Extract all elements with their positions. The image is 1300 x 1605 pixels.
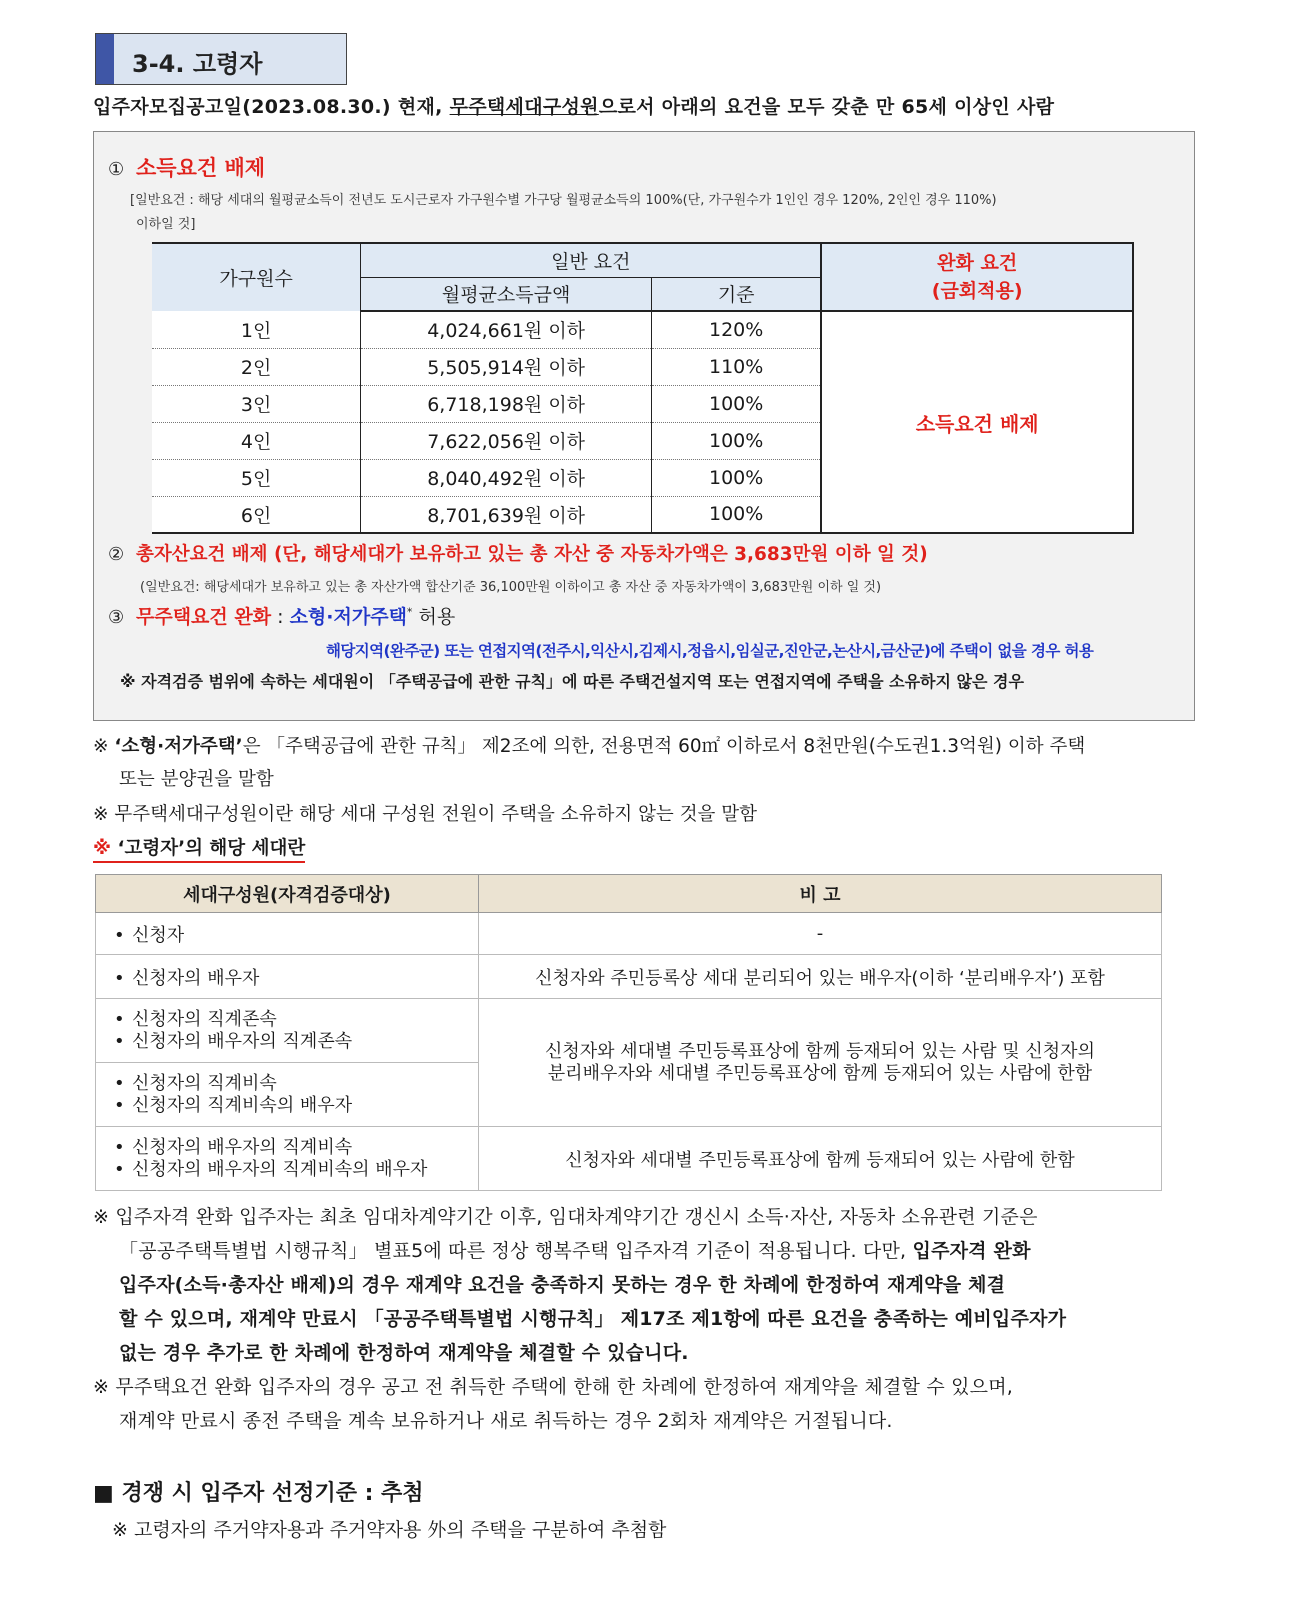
income-cell-amount xyxy=(361,496,652,533)
criterion-1-title: 소득요건 배제 xyxy=(136,156,266,180)
income-cell-standard: 100% xyxy=(652,459,822,496)
note-small-house-def-line2: 또는 분양권을 말함 xyxy=(119,769,274,790)
remark-cell xyxy=(478,999,1161,1127)
remark-cell: 신청자와 주민등록상 세대 분리되어 있는 배우자(이하 ‘분리배우자’) 포함 xyxy=(478,955,1161,999)
income-cell-amount xyxy=(361,385,652,422)
income-cell-amount xyxy=(361,459,652,496)
renewal-p1-line3: 입주자(소득·총자산 배제)의 경우 재계약 요건을 충족하지 못하는 경우 한 차례에 한정하여 재계약을 체결 xyxy=(119,1274,1006,1296)
member-text: 신청자의 배우자의 직계존속 xyxy=(132,1030,353,1052)
criterion-1-note-line2: 이하일 것] xyxy=(136,217,196,232)
remark-col-header: 비 고 xyxy=(478,875,1161,913)
criterion-3 xyxy=(108,602,455,629)
income-col-general: 일반 요건 xyxy=(361,243,822,277)
criterion-2-marker: ② xyxy=(108,544,125,565)
member-cell xyxy=(96,1063,479,1127)
income-amount-value: 7,622,056원 xyxy=(427,431,543,453)
member-col-header: 세대구성원(자격검증대상) xyxy=(96,875,479,913)
income-amount-value: 5,505,914원 xyxy=(427,357,543,379)
note-term: ‘소형·저가주택’ xyxy=(114,736,243,757)
income-cell-household: 4인 xyxy=(152,422,361,459)
income-cell-standard: 120% xyxy=(652,311,822,348)
income-col-relaxed-line1: 완화 요건 xyxy=(937,252,1018,274)
selection-note: ※ 고령자의 주거약자용과 주거약자용 外의 주택을 구분하여 추첨함 xyxy=(112,1519,667,1541)
income-amount-value: 8,701,639원 xyxy=(427,504,543,527)
income-amount-suffix: 이하 xyxy=(542,468,586,490)
criterion-2 xyxy=(108,540,928,566)
renewal-p2-line2: 재계약 만료시 종전 주택을 계속 보유하거나 새로 취득하는 경우 2회차 재계약은 거절됩니다. xyxy=(119,1410,893,1432)
criterion-3-asterisk: * xyxy=(406,605,413,619)
renewal-p1-line1: ※ 입주자격 완화 입주자는 최초 임대차계약기간 이후, 임대차계약기간 갱신시 소득·자산, 자동차 소유관련 기준은 xyxy=(93,1206,1038,1228)
renewal-p1-line2-plain: 「공공주택특별법 시행규칙」 별표5에 따른 정상 행복주택 입주자격 기준이 적용됩니다. 다만, xyxy=(119,1240,913,1262)
criterion-2-note: (일반요건: 해당세대가 보유하고 있는 총 자산가액 합산기준 36,100만원 이하이고 총 자산 중 자동차가액이 3,683만원 이하 일 것) xyxy=(140,580,882,595)
member-text: 신청자의 직계존속 xyxy=(132,1008,277,1030)
bullet: • xyxy=(114,1094,125,1116)
note-homeless-member-def: ※ 무주택세대구성원이란 해당 세대 구성원 전원이 주택을 소유하지 않는 것을 말함 xyxy=(93,804,758,825)
note-elderly-household-heading xyxy=(93,834,305,863)
member-text: 신청자의 배우자의 직계비속의 배우자 xyxy=(132,1158,428,1180)
income-col-amount: 월평균소득금액 xyxy=(361,277,652,311)
income-cell-amount xyxy=(361,422,652,459)
income-cell-household: 2인 xyxy=(152,348,361,385)
income-amount-value: 8,040,492원 xyxy=(427,468,543,490)
bullet: • xyxy=(114,1072,125,1094)
criterion-1-note-line1: [일반요건 : 해당 세대의 월평균소득이 전년도 도시근로자 가구원수별 가구당 월평균소득의 100%(단, 가구원수가 1인인 경우 120%, 2인인 경우 110%) xyxy=(130,193,997,208)
criterion-3-colon: : xyxy=(271,606,290,628)
bullet: • xyxy=(114,1008,125,1030)
renewal-paragraph-2 xyxy=(93,1370,1183,1438)
household-member-table xyxy=(95,874,1162,1191)
bullet: • xyxy=(114,967,125,989)
income-relaxed-value: 소득요건 배제 xyxy=(821,311,1133,533)
income-cell-standard: 100% xyxy=(652,385,822,422)
renewal-p1-line5: 없는 경우 추가로 한 차례에 한정하여 재계약을 체결할 수 있습니다. xyxy=(119,1342,689,1364)
criterion-1-marker: ① xyxy=(108,159,125,180)
remark-cell: - xyxy=(478,913,1161,955)
selection-heading: ■ 경쟁 시 입주자 선정기준 : 추첨 xyxy=(93,1481,424,1506)
income-cell-household: 6인 xyxy=(152,496,361,533)
income-amount-suffix: 이하 xyxy=(542,320,586,343)
note-mark: ※ xyxy=(93,736,115,757)
renewal-p1-line2-bold: 입주자격 완화 xyxy=(912,1240,1031,1262)
member-cell xyxy=(96,913,479,955)
income-cell-household: 5인 xyxy=(152,459,361,496)
criterion-3-allow: 허용 xyxy=(412,606,456,628)
member-row-5 xyxy=(96,1127,1162,1191)
income-col-relaxed xyxy=(821,243,1133,311)
income-amount-suffix: 이하 xyxy=(542,394,586,416)
remark-cell: 신청자와 세대별 주민등록표상에 함께 등재되어 있는 사람에 한함 xyxy=(478,1127,1161,1191)
income-cell-amount xyxy=(361,311,652,348)
criterion-1 xyxy=(108,152,265,182)
member-text: 신청자의 배우자의 직계비속 xyxy=(132,1136,353,1158)
income-amount-value: 4,024,661원 xyxy=(427,320,543,343)
income-cell-standard: 110% xyxy=(652,348,822,385)
bullet: • xyxy=(114,1158,125,1180)
member-cell xyxy=(96,955,479,999)
intro-suffix: 으로서 아래의 요건을 모두 갖춘 만 65세 이상인 사람 xyxy=(598,96,1055,118)
criterion-2-title: 총자산요건 배제 (단, 해당세대가 보유하고 있는 총 자산 중 자동차가액은 3,683만원 이하 일 것) xyxy=(136,544,928,565)
income-table xyxy=(152,242,1134,534)
income-col-standard: 기준 xyxy=(652,277,822,311)
remark-text-line2: 분리배우자와 세대별 주민등록표상에 함께 등재되어 있는 사람에 한함 xyxy=(547,1062,1093,1084)
criterion-3-scope-note: ※ 자격검증 범위에 속하는 세대원이 「주택공급에 관한 규칙」에 따른 주택건설지역 또는 연접지역에 주택을 소유하지 않은 경우 xyxy=(120,672,1024,691)
intro-underlined-term: 무주택세대구성원 xyxy=(449,96,599,118)
member-row-3 xyxy=(96,999,1162,1063)
income-cell-amount xyxy=(361,348,652,385)
section-title-accent-bar xyxy=(96,34,114,84)
member-text: 신청자의 배우자 xyxy=(132,967,260,989)
section-title: 3-4. 고령자 xyxy=(132,50,263,78)
income-amount-suffix: 이하 xyxy=(542,357,586,379)
criterion-3-region: 해당지역(완주군) 또는 연접지역(전주시,익산시,김제시,정읍시,임실군,진안군,논산시,금산군)에 주택이 없을 경우 허용 xyxy=(326,642,1094,660)
intro-prefix: 입주자모집공고일(2023.08.30.) 현재, xyxy=(93,96,450,118)
income-amount-suffix: 이하 xyxy=(542,431,586,453)
income-cell-standard: 100% xyxy=(652,422,822,459)
criterion-3-title: 무주택요건 완화 xyxy=(136,606,272,628)
renewal-p1-line2 xyxy=(93,1234,1183,1268)
note-small-house-def xyxy=(93,732,1085,758)
note-heading-text: ‘고령자’의 해당 세대란 xyxy=(117,838,306,859)
member-row-2 xyxy=(96,955,1162,999)
income-amount-suffix: 이하 xyxy=(542,504,586,527)
member-text: 신청자의 직계비속 xyxy=(132,1072,277,1094)
note-mark: ※ xyxy=(93,838,118,859)
member-cell xyxy=(96,1127,479,1191)
income-col-relaxed-line2: (금회적용) xyxy=(931,280,1023,302)
bullet: • xyxy=(114,924,125,946)
income-cell-standard: 100% xyxy=(652,496,822,533)
note-rest: 은 「주택공급에 관한 규칙」 제2조에 의한, 전용면적 60㎡ 이하로서 8천만원(수도권1.3억원) 이하 주택 xyxy=(242,736,1086,757)
income-cell-household: 1인 xyxy=(152,311,361,348)
income-col-household: 가구원수 xyxy=(152,243,361,311)
income-cell-household: 3인 xyxy=(152,385,361,422)
income-amount-value: 6,718,198원 xyxy=(427,394,543,416)
intro-sentence xyxy=(93,92,1054,119)
member-text: 신청자의 직계비속의 배우자 xyxy=(132,1094,353,1116)
criterion-3-marker: ③ xyxy=(108,607,125,628)
remark-text-line1: 신청자와 세대별 주민등록표상에 함께 등재되어 있는 사람 및 신청자의 xyxy=(544,1040,1095,1062)
criteria-box xyxy=(93,131,1195,721)
criterion-3-house-type: 소형·저가주택 xyxy=(289,606,407,628)
bullet: • xyxy=(114,1030,125,1052)
renewal-p2-line1: ※ 무주택요건 완화 입주자의 경우 공고 전 취득한 주택에 한해 한 차례에 한정하여 재계약을 체결할 수 있으며, xyxy=(93,1376,1014,1398)
renewal-p1-line4: 할 수 있으며, 재계약 만료시 「공공주택특별법 시행규칙」 제17조 제1항에 따른 요건을 충족하는 예비입주자가 xyxy=(119,1308,1067,1330)
member-cell xyxy=(96,999,479,1063)
member-text: 신청자 xyxy=(132,924,185,946)
renewal-paragraph-1 xyxy=(93,1200,1183,1370)
income-row-1 xyxy=(152,311,1133,348)
bullet: • xyxy=(114,1136,125,1158)
section-title-box xyxy=(95,33,347,85)
member-row-1 xyxy=(96,913,1162,955)
